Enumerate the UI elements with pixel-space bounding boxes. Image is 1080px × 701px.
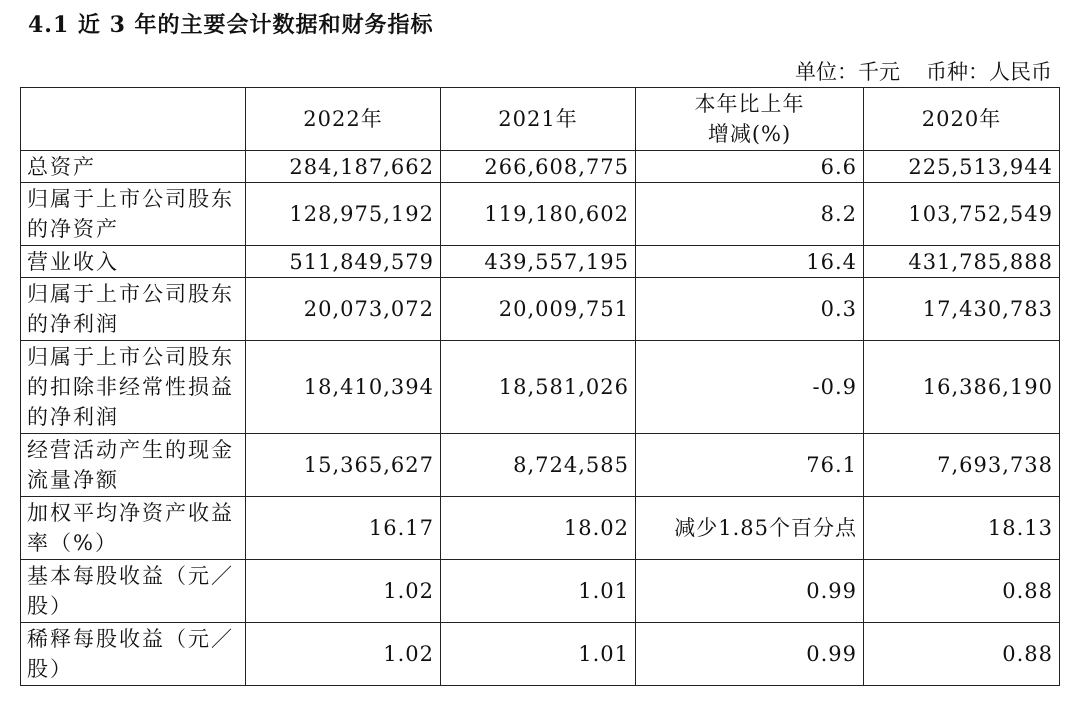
table-row: [21, 560, 1060, 623]
header-cell-2020: 2020年: [864, 88, 1060, 151]
table-row: [21, 497, 1060, 560]
value-2022: 15,365,627: [246, 434, 441, 497]
table-row: [21, 278, 1060, 341]
row-label: 归属于上市公司股东的扣除非经常性损益的净利润: [21, 341, 246, 434]
row-label: 加权平均净资产收益率（%）: [21, 497, 246, 560]
value-2021: 1.01: [441, 623, 636, 686]
table-row: [21, 623, 1060, 686]
table-row: [21, 183, 1060, 246]
value-change: 0.99: [636, 560, 864, 623]
table-row: [21, 246, 1060, 278]
value-2021: 20,009,751: [441, 278, 636, 341]
header-cell-2022: 2022年: [246, 88, 441, 151]
row-label: 经营活动产生的现金流量净额: [21, 434, 246, 497]
value-2022: 1.02: [246, 623, 441, 686]
value-2021: 18,581,026: [441, 341, 636, 434]
row-label: 稀释每股收益（元／股）: [21, 623, 246, 686]
value-2022: 18,410,394: [246, 341, 441, 434]
value-2021: 1.01: [441, 560, 636, 623]
value-change: 0.3: [636, 278, 864, 341]
value-2021: 18.02: [441, 497, 636, 560]
currency-label: 币种：人民币: [926, 60, 1052, 84]
value-2020: 7,693,738: [864, 434, 1060, 497]
value-2022: 16.17: [246, 497, 441, 560]
row-label: 总资产: [21, 151, 246, 183]
value-2020: 18.13: [864, 497, 1060, 560]
financial-indicators-table: [20, 87, 1060, 686]
value-2020: 431,785,888: [864, 246, 1060, 278]
value-change: 76.1: [636, 434, 864, 497]
table-row: [21, 341, 1060, 434]
value-2021: 439,557,195: [441, 246, 636, 278]
value-2020: 103,752,549: [864, 183, 1060, 246]
value-2020: 0.88: [864, 623, 1060, 686]
value-change: 16.4: [636, 246, 864, 278]
value-2021: 266,608,775: [441, 151, 636, 183]
value-2020: 16,386,190: [864, 341, 1060, 434]
row-label: 归属于上市公司股东的净利润: [21, 278, 246, 341]
value-change: -0.9: [636, 341, 864, 434]
table-row: [21, 151, 1060, 183]
value-2021: 119,180,602: [441, 183, 636, 246]
header-cell-2021: 2021年: [441, 88, 636, 151]
value-change: 8.2: [636, 183, 864, 246]
unit-label: 单位：千元: [795, 60, 900, 84]
table-header-row: [21, 88, 1060, 151]
unit-currency-line: [795, 56, 1052, 86]
value-2020: 225,513,944: [864, 151, 1060, 183]
value-2021: 8,724,585: [441, 434, 636, 497]
value-change: 6.6: [636, 151, 864, 183]
row-label: 基本每股收益（元／股）: [21, 560, 246, 623]
row-label: 营业收入: [21, 246, 246, 278]
value-2022: 20,073,072: [246, 278, 441, 341]
header-cell-change-pct: 本年比上年 增减(%): [636, 88, 864, 151]
value-2020: 17,430,783: [864, 278, 1060, 341]
value-change: 0.99: [636, 623, 864, 686]
header-cell-item: [21, 88, 246, 151]
value-2022: 284,187,662: [246, 151, 441, 183]
value-2022: 128,975,192: [246, 183, 441, 246]
row-label: 归属于上市公司股东的净资产: [21, 183, 246, 246]
section-title: 4.1 近 3 年的主要会计数据和财务指标: [28, 12, 434, 38]
value-change: 减少1.85个百分点: [636, 497, 864, 560]
value-2022: 1.02: [246, 560, 441, 623]
value-2022: 511,849,579: [246, 246, 441, 278]
value-2020: 0.88: [864, 560, 1060, 623]
table-row: [21, 434, 1060, 497]
